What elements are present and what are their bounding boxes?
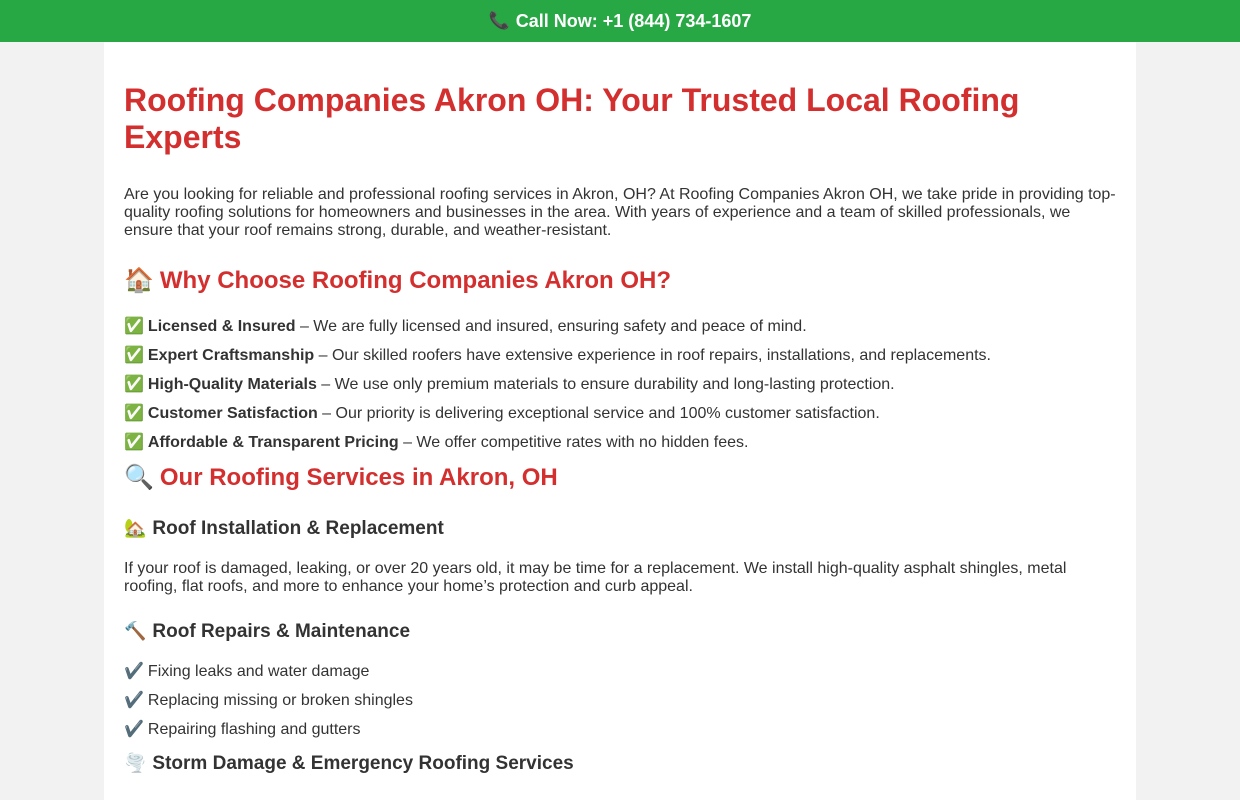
call-now-link[interactable]: Call Now: +1 (844) 734-1607: [515, 10, 752, 31]
feature-title: High-Quality Materials: [147, 376, 317, 393]
feature-text: – Our priority is delivering exceptional service and 100% customer satisfaction.: [317, 405, 880, 422]
list-item: [124, 376, 1116, 394]
list-item: [124, 318, 1116, 336]
feature-title: Affordable & Transparent Pricing: [147, 434, 399, 451]
checkmark-icon: ✔️: [124, 721, 144, 738]
tornado-icon: 🌪️: [124, 753, 147, 773]
call-now-bar[interactable]: [0, 0, 1240, 42]
feature-title: Expert Craftsmanship: [147, 347, 315, 364]
check-icon: ✅: [124, 376, 144, 393]
feature-text: – We are fully licensed and insured, ensuring safety and peace of mind.: [295, 318, 807, 335]
why-choose-heading-text: Why Choose Roofing Companies Akron OH?: [159, 267, 672, 294]
services-heading: [124, 463, 1116, 493]
storm-heading: [124, 750, 1116, 777]
hammer-icon: 🔨: [124, 621, 147, 641]
feature-text: – Our skilled roofers have extensive experience in roof repairs, installations, and replacements.: [314, 347, 991, 364]
repair-text: Repairing flashing and gutters: [147, 721, 361, 738]
feature-title: Licensed & Insured: [147, 318, 296, 335]
repairs-list: [124, 663, 1116, 739]
list-item: [124, 347, 1116, 365]
installation-heading: [124, 515, 1116, 542]
check-icon: ✅: [124, 318, 144, 335]
main-content: [104, 42, 1136, 800]
house-icon: 🏠: [124, 267, 154, 294]
features-list: [124, 318, 1116, 452]
why-choose-heading: [124, 266, 1116, 296]
services-heading-text: Our Roofing Services in Akron, OH: [159, 464, 558, 491]
feature-title: Customer Satisfaction: [147, 405, 318, 422]
intro-paragraph: Are you looking for reliable and professional roofing services in Akron, OH? At Roofing Companies Akron OH, we take pride in providing top-quality roofing solutions for homeowners and businesses in the area. With years of experience and a team of skilled professionals, we ensure that your roof remains strong, durable, and weather-resistant.: [124, 186, 1116, 239]
magnifier-icon: 🔍: [124, 464, 154, 491]
installation-heading-text: Roof Installation & Replacement: [152, 518, 444, 539]
list-item: [124, 692, 1116, 710]
page-title: Roofing Companies Akron OH: Your Trusted Local Roofing Experts: [124, 82, 1020, 155]
repairs-heading: [124, 618, 1116, 645]
checkmark-icon: ✔️: [124, 692, 144, 709]
storm-heading-text: Storm Damage & Emergency Roofing Services: [152, 753, 574, 774]
list-item: [124, 663, 1116, 681]
house-garden-icon: 🏡: [124, 518, 147, 538]
list-item: [124, 434, 1116, 452]
phone-icon: 📞: [488, 11, 510, 30]
installation-paragraph: If your roof is damaged, leaking, or over 20 years old, it may be time for a replacement. We install high-quality asphalt shingles, metal roofing, flat roofs, and more to enhance your home’s protection and curb appeal.: [124, 560, 1067, 595]
check-icon: ✅: [124, 347, 144, 364]
checkmark-icon: ✔️: [124, 663, 144, 680]
feature-text: – We offer competitive rates with no hidden fees.: [398, 434, 749, 451]
feature-text: – We use only premium materials to ensure durability and long-lasting protection.: [316, 376, 895, 393]
repairs-heading-text: Roof Repairs & Maintenance: [152, 621, 411, 642]
repair-text: Fixing leaks and water damage: [147, 663, 370, 680]
list-item: [124, 721, 1116, 739]
check-icon: ✅: [124, 434, 144, 451]
check-icon: ✅: [124, 405, 144, 422]
list-item: [124, 405, 1116, 423]
repair-text: Replacing missing or broken shingles: [147, 692, 413, 709]
